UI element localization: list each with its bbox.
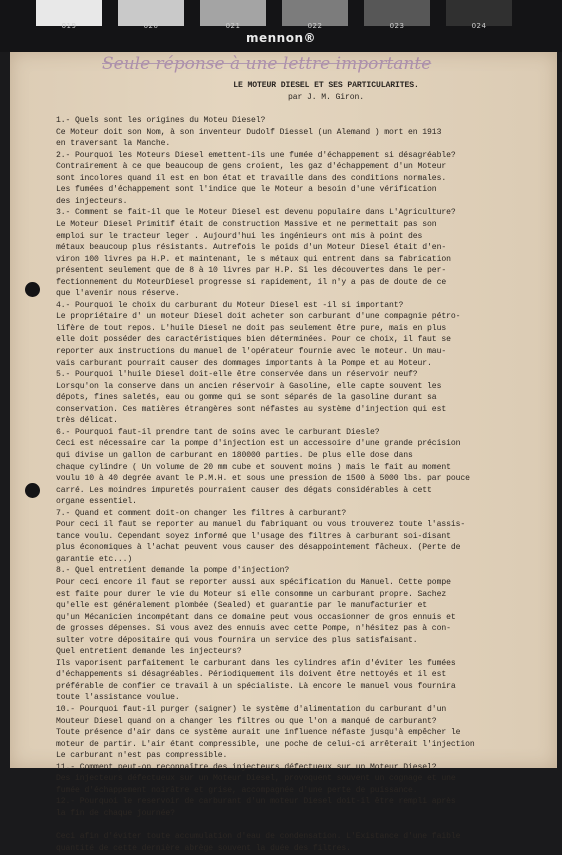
text-line: 7.- Quand et comment doit-on changer les filtres à carburant? <box>56 508 347 518</box>
text-line: Ceci afin d'éviter toute accumulation d'eau de condensation. L'Existance d'une faible <box>56 832 461 842</box>
text-line: Le carburant n'est pas compressible. <box>56 751 228 761</box>
document-title: LE MOTEUR DIESEL ET SES PARTICULARITES. <box>233 81 419 90</box>
text-line: Des injecteurs défectueux sur un Moteur Diesel, provoquent souvent un cognage et une <box>56 774 456 784</box>
text-line: de grosses dépenses. Si vous avez des ennuis avec cette Pompe, n'hésitez pas à con- <box>56 624 451 634</box>
text-line: conservation. Ces matières étrangères sont néfastes au système d'injection qui est <box>56 404 447 414</box>
text-line: vais carburant pourrait causer des dommages importants à la Pompe et au Moteur. <box>56 358 432 368</box>
swatch-number: 021 <box>225 22 241 30</box>
text-line: préférable de confier ce travail à un spécialiste. Là encore le manuel vous fournira <box>56 681 456 691</box>
text-line: très délicat. <box>56 416 118 426</box>
text-line: sulter votre dépositaire qui vous fournira un service des plus satisfaisant. <box>56 635 418 645</box>
text-line: quantité de cette dernière abrège souvent la duée des filtres. <box>56 844 351 853</box>
text-line: qu'elle est généralement plombée (Sealed) et guarantie par le manufacturier et <box>56 601 428 611</box>
text-line: emploi sur le tracteur leger . Aujourd'hui les ingénieurs ont mis à point des <box>56 231 423 241</box>
text-line: lifère de tout repos. L'huile Diesel ne doit pas seulement être pure, mais en plus <box>56 323 447 333</box>
text-line: des injecteurs. <box>56 196 128 206</box>
text-line: sont incolores quand il est en bon état et travaille dans des conditions normales. <box>56 173 447 183</box>
text-line: organe essentiel. <box>56 497 137 507</box>
text-line: chaque cylindre ( Un volume de 20 mm cube et souvent moins ) mais le fait au moment <box>56 462 451 472</box>
text-line: fectionnement du MoteurDiesel progresse si rapidement, il n'y a pas de doute de ce <box>56 277 447 287</box>
text-line: est faite pour durer le vie du Moteur si elle consomme un carburant propre. Sachez <box>56 589 447 599</box>
handwritten-note: Seule réponse à une lettre importante <box>102 54 432 74</box>
text-line: en traversant la Manche. <box>56 139 171 149</box>
text-line: que l'avenir nous réserve. <box>56 289 180 299</box>
swatch-number: 019 <box>61 22 77 30</box>
text-line: qui divise un gallon de carburant en 180000 parties. De plus elle dose dans <box>56 450 413 460</box>
brand-label: mennon® <box>245 31 316 45</box>
text-line: 4.- Pourquoi le choix du carburant du Moteur Diesel est -il si important? <box>56 300 404 310</box>
text-line: plus économiques à l'achat peuvent vous causer des désappointement fâcheux. (Perte de <box>56 543 461 553</box>
text-line: elle doit posséder des caractéristiques bien déterminées. Pour ce choix, il faut se <box>56 335 451 345</box>
text-line: Contrairement à ce que beaucoup de gens croient, les gaz d'échappement d'un Moteur <box>56 162 447 172</box>
text-line: Ceci est nécessaire car la pompe d'injection est un accessoire d'une grande précision <box>56 439 461 449</box>
text-line: 6.- Pourquoi faut-il prendre tant de soins avec le carburant Diesle? <box>56 427 380 437</box>
text-line: reporter aux instructions du manuel de l'opérateur fournie avec le moteur. Un mau- <box>56 347 447 357</box>
swatch-number: 023 <box>389 22 405 30</box>
text-line: Mouteur Diesel quand on a changer les filtres ou que l'on a manqué de carburant? <box>56 716 437 726</box>
text-line <box>56 819 556 831</box>
text-line: Ils vaporisent parfaitement le carburant dans les cylindres afin d'éviter les fumées <box>56 658 456 668</box>
text-line: moteur de partir. L'air étant compressible, une poche de celui-ci arrêterait l'injection <box>56 739 475 749</box>
text-line: viron 100 livres pa H.P. et maintenant, le s métaux qui entrent dans sa fabrication <box>56 254 451 264</box>
punch-hole <box>25 483 40 498</box>
text-line: 5.- Pourquoi l'huile Diesel doit-elle être conservée dans un réservoir neuf? <box>56 370 418 380</box>
text-line: Toute présence d'air dans ce système aurait une influence néfaste jusqu'à empêcher le <box>56 728 461 738</box>
text-line: carré. Les moindres impuretés pourraient causer des dégats considérables à cett <box>56 485 432 495</box>
text-line: tance voulu. Cependant soyez informé que l'usage des filtres à carburant soi-disant <box>56 531 451 541</box>
text-line: qu'un Mécanicien incompétant dans ce domaine peut vous occasionner de gros ennuis et <box>56 612 456 622</box>
text-line: d'échappements si désagréables. Périodiquement ils doivent être nettoyés et il est <box>56 670 447 680</box>
text-line: 3.- Comment se fait-il que le Moteur Diesel est devenu populaire dans L'Agriculture? <box>56 208 456 218</box>
text-line: 1.- Quels sont les origines du Moteu Diesel? <box>56 116 266 126</box>
text-line: Les fumées d'échappement sont l'indice que le Moteur a besoin d'une vérification <box>56 185 437 195</box>
document-body <box>56 80 556 855</box>
text-line: toute l'assistance voulue. <box>56 693 180 703</box>
text-line: garantie etc...) <box>56 554 133 564</box>
text-line: 10.- Pourquoi faut-il purger (saigner) le système d'alimentation du carburant d'un <box>56 704 447 714</box>
text-line: 11.- Comment peut-on reconnaître des injecteurs défectueux sur un Moteur Diesel? <box>56 762 437 772</box>
swatch-number: 024 <box>471 22 487 30</box>
swatch-number: 020 <box>143 22 159 30</box>
text-line: 2.- Pourquoi les Moteurs Diesel emettent-ils une fumée d'échappement si désagréable? <box>56 150 456 160</box>
text-line: 12.- Pourquoi le reservoir de carburant d'un moteur Diesel doit-il être rempli après <box>56 797 456 807</box>
text-line: 8.- Quel entretient demande la pompe d'injection? <box>56 566 290 576</box>
text-line: Le propriétaire d' un moteur Diesel doit acheter son carburant d'une compagnie pétro- <box>56 312 461 322</box>
swatch-number: 022 <box>307 22 323 30</box>
text-line: présentent seulement que de 8 à 10 livres par H.P. Si les découvertes dans le per- <box>56 266 447 276</box>
punch-hole <box>25 282 40 297</box>
text-line: Ce Moteur doit son Nom, à son inventeur Dudolf Diessel (un Alemand ) mort en 1913 <box>56 127 442 137</box>
text-line: Lorsqu'on la conserve dans un ancien réservoir à Gasoline, elle capte souvent les <box>56 381 442 391</box>
document-page <box>10 52 557 853</box>
text-line: fumée d'échappement noirâtre et grise, accompagnée d'une perte de puissance. <box>56 785 418 795</box>
text-line: Pour ceci il faut se reporter au manuel du fabriquant ou vous trouverez toute l'assis- <box>56 520 466 530</box>
text-line: dépots, fines saletés, eau ou gomme qui se sont séparés de la gasoline durant sa <box>56 393 437 403</box>
document-byline: par J. M. Giron. <box>287 92 365 102</box>
text-line: Quel entretient demande les injecteurs? <box>56 647 242 657</box>
text-line: voulu 10 à 40 degrée avant le P.M.H. et sous une pression de 1500 à 5000 lbs. par pouce <box>56 474 470 484</box>
document-text <box>56 115 556 854</box>
text-line: Le Moteur Diesel Primitif était de construction Massive et ne permettait pas son <box>56 220 437 230</box>
text-line: Pour ceci encore il faut se reporter aussi aux spécification du Manuel. Cette pompe <box>56 577 451 587</box>
color-checker-strip <box>0 0 562 52</box>
text-line: métaux beaucoup plus résistants. Autrefois le poids d'un Moteur Diesel était d'en- <box>56 243 447 253</box>
text-line: la fin de chaque journée? <box>56 808 175 818</box>
